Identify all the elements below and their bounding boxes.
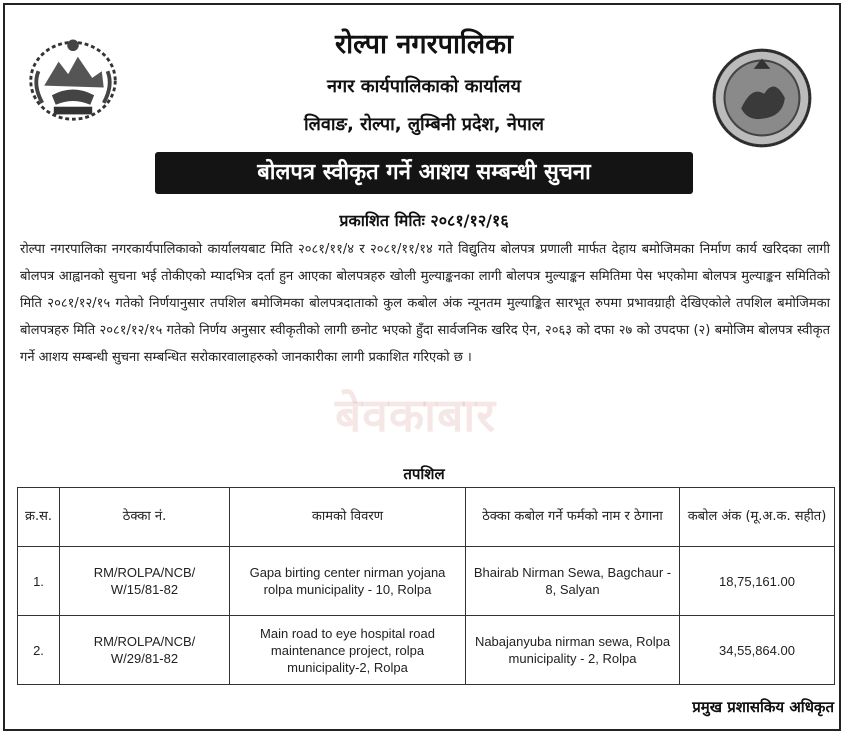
municipality-title: रोल्पा नगरपालिका [335,29,513,60]
header-bidder: ठेक्का कबोल गर्ने फर्मको नाम र ठेगाना [466,488,680,547]
cell-contract-no: RM/ROLPA/NCB/ W/15/81-82 [60,547,230,616]
schedule-heading: तपशिल [403,465,445,483]
header-description: कामको विवरण [230,488,466,547]
table-header-row [18,488,835,547]
cell-bidder: Bhairab Nirman Sewa, Bagchaur - 8, Salyan [466,547,680,616]
header-serial: क्र.स. [18,488,60,547]
contracts-table [17,487,835,685]
watermark: बेवकाबार [335,388,497,442]
notice-title-banner: बोलपत्र स्वीकृत गर्ने आशय सम्बन्धी सुचना [155,152,693,194]
notice-body-paragraph: रोल्पा नगरपालिका नगरकार्यपालिकाको कार्यालयबाट मिति २०८१/११/४ र २०८१/११/१४ गते विद्युतिय बोलपत्र प्रणाली मार्फत देहाय बमोजिमका निर्माण कार्य खरिदका लागी बोलपत्र आह्वानको सुचना भई तोकीएको म्यादभित्र दर्ता हुन आएका बोलपत्रहरु खोली मुल्याङ्कनका लागी बोलपत्र मुल्याङ्कन समितिमा पेस भएकोमा बोलपत्र मुल्याङ्कन समितिको मिति २०८१/१२/१५ गतेको निर्णयानुसार तपशिल बमोजिमका बोलपत्रदाताको कुल कबोल अंक न्यूनतम मुल्याङ्कित सारभूत रुपमा प्रभावग्राही देखिएकोले तपशिल बमोजिमका बोलपत्रहरु मिति २०८१/१२/१५ गतेको निर्णय अनुसार स्वीकृतीको लागी छनोट भएको हुँदा सार्वजनिक खरिद ऐन, २०६३ को दफा २७ को उपदफा (२) बमोजिम बोलपत्र स्वीकृत गर्ने आशय सम्बन्धी सुचना सम्बन्धित सरोकारवालाहरुको जानकारीका लागी प्रकाशित गरिएको छ । [20,242,830,365]
cell-serial: 1. [18,547,60,616]
cell-amount: 18,75,161.00 [680,547,835,616]
header-contract-no: ठेक्का नं. [60,488,230,547]
table-row [18,547,835,616]
office-name: नगर कार्यपालिकाको कार्यालय [327,76,521,97]
cell-amount: 34,55,864.00 [680,616,835,685]
published-date: प्रकाशित मितिः २०८१/१२/१६ [339,211,509,230]
cell-serial: 2. [18,616,60,685]
office-address: लिवाङ, रोल्पा, लुम्बिनी प्रदेश, नेपाल [304,114,544,135]
cell-contract-no: RM/ROLPA/NCB/ W/29/81-82 [60,616,230,685]
cell-description: Gapa birting center nirman yojana rolpa municipality - 10, Rolpa [230,547,466,616]
cell-bidder: Nabajanyuba nirman sewa, Rolpa municipality - 2, Rolpa [466,616,680,685]
table-row [18,616,835,685]
signature-title: प्रमुख प्रशासकिय अधिकृत [692,698,834,716]
header-amount: कबोल अंक (मू.अ.क. सहीत) [680,488,835,547]
cell-description: Main road to eye hospital road maintenance project, rolpa municipality-2, Rolpa [230,616,466,685]
